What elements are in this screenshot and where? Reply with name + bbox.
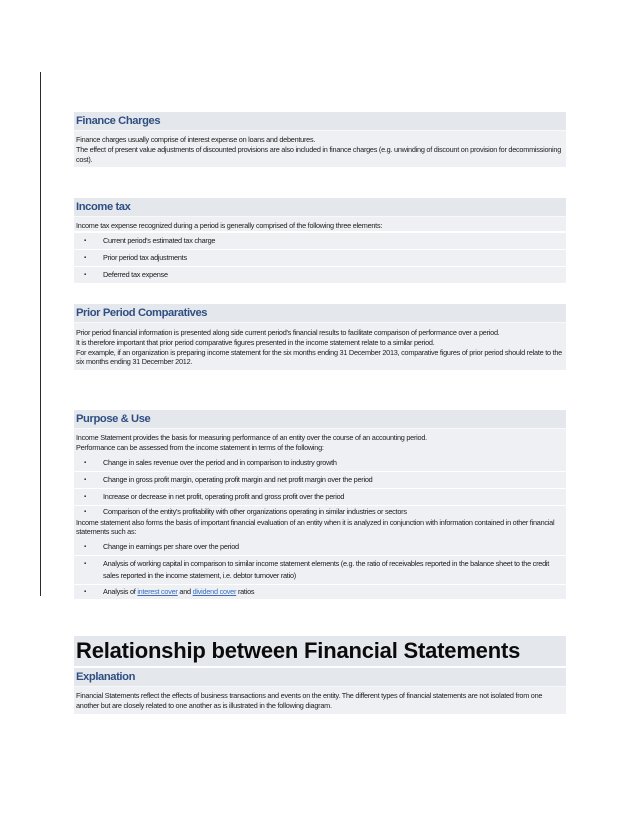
bullet-icon: ▪ (84, 561, 86, 568)
prior-period-para-1: Prior period financial information is presented along side current period's financial results to facilitate comparison of performance over a period. (76, 328, 500, 337)
income-tax-list (74, 233, 566, 284)
prior-period-heading: Prior Period Comparatives (74, 304, 566, 323)
section-relationship (74, 636, 566, 714)
list-item: ▪ Increase or decrease in net profit, operating profit and gross profit over the period (74, 489, 566, 506)
purpose-para-2: Performance can be assessed from the income statement in terms of the following: (76, 442, 324, 452)
finance-charges-para-2: The effect of present value adjustments of discounted provisions are also included in finance charges (e.g. unwinding of discount on provision for decommissioning cost). (76, 144, 562, 164)
bullet-icon: ▪ (84, 271, 86, 278)
bullet-icon: ▪ (84, 476, 86, 483)
purpose-para-1: Income Statement provides the basis for measuring performance of an entity over the course of an accounting period. (76, 433, 427, 442)
income-tax-heading: Income tax (74, 198, 566, 217)
list-item: ▪ Current period's estimated tax charge (74, 233, 566, 250)
finance-charges-para-1: Finance charges usually comprise of interest expense on loans and debentures. (76, 135, 316, 144)
list-item: ▪ Prior period tax adjustments (74, 250, 566, 267)
list-item: ▪ Change in earnings per share over the period (74, 539, 566, 556)
relationship-title: Relationship between Financial Statements (74, 636, 566, 666)
section-prior-period (74, 304, 566, 370)
bullet-icon: ▪ (84, 459, 86, 466)
section-purpose-use (74, 410, 566, 599)
section-income-tax (74, 198, 566, 284)
bullet-icon: ▪ (84, 508, 86, 515)
list-item: ▪ Comparison of the entity's profitability with other organizations operating in similar industries or sectors (84, 506, 407, 516)
purpose-para-3: Income statement also forms the basis of important financial evaluation of an entity when it is analyzed in conjunction with information contained in other financial statements such as: (76, 517, 555, 537)
bullet-icon: ▪ (84, 493, 86, 500)
dividend-cover-link[interactable]: dividend cover (192, 587, 237, 597)
list-item: ▪ Analysis of working capital in comparison to similar income statement elements (e.g. the ratio of receivables reported in the balance sheet to the credit sales reported in the income statement, i.e. debtor turnover ratio) (74, 556, 566, 585)
prior-period-para-2: It is therefore important that prior period comparative figures presented in the income statement relate to a similar period. (76, 337, 435, 347)
left-margin-rule (40, 72, 41, 596)
list-item: ▪ Analysis of interest cover and dividend cover ratios (74, 585, 566, 599)
explanation-heading: Explanation (74, 668, 566, 687)
income-tax-para-1: Income tax expense recognized during a period is generally comprised of the following three elements: (76, 221, 383, 230)
prior-period-para-3: For example, if an organization is preparing income statement for the six months ending 31 December 2013, comparative figures of prior period should relate to the six months ending 31 December 2012. (76, 347, 562, 367)
interest-cover-link[interactable]: interest cover (137, 587, 178, 597)
list-item: ▪ Change in gross profit margin, operating profit margin and net profit margin over the period (74, 472, 566, 489)
list-item: ▪ Change in sales revenue over the period and in comparison to industry growth (74, 455, 566, 472)
bullet-icon: ▪ (84, 589, 86, 596)
finance-charges-heading: Finance Charges (74, 112, 566, 131)
purpose-use-heading: Purpose & Use (74, 410, 566, 429)
section-finance-charges (74, 112, 566, 167)
bullet-icon: ▪ (84, 544, 86, 551)
bullet-icon: ▪ (84, 254, 86, 261)
bullet-icon: ▪ (84, 237, 86, 244)
analysis-list (74, 539, 566, 599)
explanation-para-1: Financial Statements reflect the effects of business transactions and events on the entity. The different types of financial statements are not isolated from one another but are closely related to one another as is illustrated in the following diagram. (76, 691, 543, 710)
performance-list (74, 455, 566, 518)
list-item: ▪ Deferred tax expense (74, 267, 566, 284)
